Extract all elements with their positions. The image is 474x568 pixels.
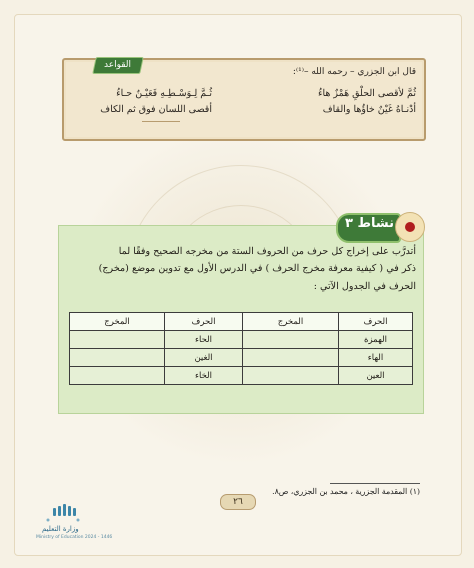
letter-cell: الهمزة (339, 331, 413, 349)
verse-1-second-half: ثُـمَّ لِـوَسْـطِـهِ فَعَيْـنٌ حـاءُ (116, 88, 212, 99)
header-letter: الحرف (339, 313, 413, 331)
poem-intro: قال ابن الجزري – رحمه الله –⁽¹⁾: (292, 67, 416, 77)
makhraj-input-cell[interactable] (243, 367, 339, 385)
verse-1-first-half: ثُمَّ لأقصى الحلْقِ هَمْزٌ هاءُ (317, 88, 416, 99)
makhraj-input-cell[interactable] (70, 331, 165, 349)
ministry-subtitle: Ministry of Education 2024 - 1446 (36, 535, 113, 540)
footnote: (١) المقدمة الجزرية ، محمد بن الجزري، ص٨. (272, 487, 420, 496)
makhraj-input-cell[interactable] (70, 367, 165, 385)
table-header-row (70, 313, 413, 331)
page-number: ٢٦ (220, 494, 256, 510)
verse-underline (142, 121, 180, 122)
makhraj-input-cell[interactable] (243, 349, 339, 367)
instruction-line-3: الحرف في الجدول الآتي : (313, 281, 416, 292)
header-makhraj: المخرج (243, 313, 339, 331)
ministry-name: وزارة التعليم (42, 525, 79, 533)
letter-cell: الهاء (339, 349, 413, 367)
instruction-line-1: أتدرَّب على إخراج كل حرف من الحروف الستة من مخرجه الصحيح وفقًا لما (118, 246, 416, 257)
activity-badge-label: نشاط ٣ (345, 216, 394, 231)
verse-2-second-half: أقصى اللسان فوق ثم الكاف (100, 104, 212, 115)
letters-table (69, 312, 413, 385)
poem-tag: القواعد (92, 57, 144, 74)
letter-cell: العين (339, 367, 413, 385)
makhraj-input-cell[interactable] (70, 349, 165, 367)
verse-2-first-half: أدْنـاهُ غَيْنٌ خاؤُها والقاف (322, 104, 416, 115)
header-letter: الحرف (165, 313, 243, 331)
table-row (70, 367, 413, 385)
instruction-line-2: ذكر في ( كيفية معرفة مخرج الحرف ) في الدرس الأول مع تدوين موضع (مخرج) (98, 263, 416, 274)
letter-cell: الحاء (165, 331, 243, 349)
letter-cell: الغين (165, 349, 243, 367)
header-makhraj: المخرج (70, 313, 165, 331)
table-row (70, 349, 413, 367)
seal-wax-icon (405, 222, 415, 232)
makhraj-input-cell[interactable] (243, 331, 339, 349)
letter-cell: الخاء (165, 367, 243, 385)
footnote-divider (330, 483, 420, 484)
table-row (70, 331, 413, 349)
